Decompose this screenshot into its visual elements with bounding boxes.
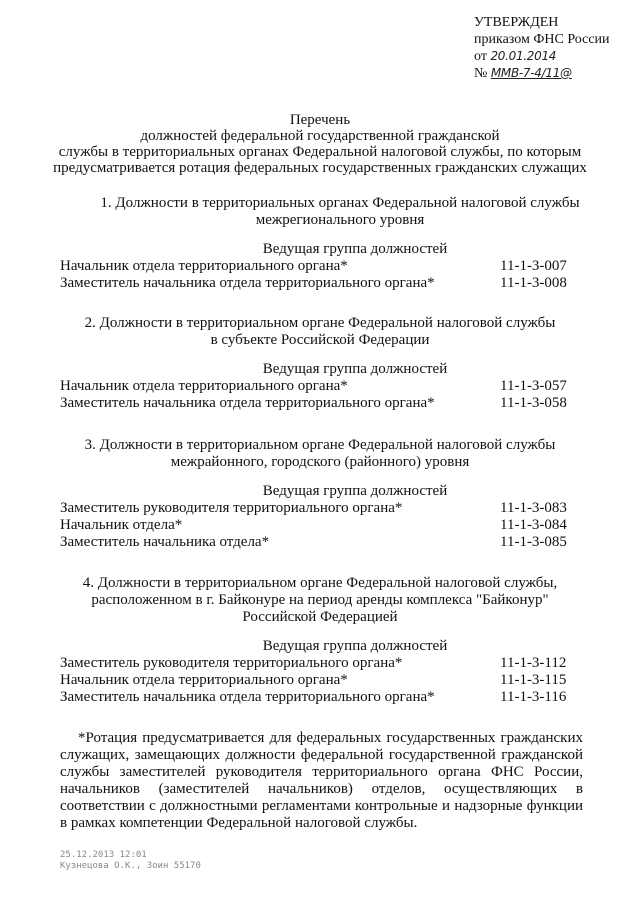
approval-number-line: [474, 65, 634, 82]
position-name: Заместитель начальника отдела*: [60, 534, 270, 550]
section-3: [60, 437, 580, 551]
position-code: 11-1-3-057: [500, 378, 567, 394]
table-row: [60, 395, 580, 412]
table-row: [60, 517, 580, 534]
stamp-author: Кузнецова О.К., Зоин 55170: [60, 861, 201, 871]
table-row: [60, 500, 580, 517]
position-code: 11-1-3-085: [500, 534, 567, 550]
section-heading: межрегионального уровня: [255, 212, 425, 228]
approval-date-prefix: от: [474, 49, 487, 64]
title-line-3: службы в территориальных органах Федеральной налоговой службы, по которым: [58, 144, 582, 160]
table-row: [60, 672, 580, 689]
position-code: 11-1-3-115: [500, 672, 567, 688]
approval-title: УТВЕРЖДЕН: [474, 15, 559, 30]
section-heading: 2. Должности в территориальном органе Федеральной налоговой службы: [84, 315, 556, 331]
group-heading: Ведущая группа должностей: [262, 483, 448, 499]
position-code: 11-1-3-084: [500, 517, 567, 533]
group-heading: Ведущая группа должностей: [262, 638, 448, 654]
position-name: Начальник отдела территориального органа*: [60, 672, 348, 688]
section-heading: расположенном в г. Байконуре на период аренды комплекса "Байконур": [91, 592, 549, 608]
section-heading: 3. Должности в территориальном органе Федеральной налоговой службы: [84, 437, 556, 453]
section-heading: 1. Должности в территориальных органах Федеральной налоговой службы: [100, 195, 580, 211]
table-row: [60, 534, 580, 551]
approval-block: [474, 14, 634, 82]
position-code: 11-1-3-007: [500, 258, 567, 274]
section-heading: в субъекте Российской Федерации: [210, 332, 430, 348]
table-row: [60, 258, 580, 275]
position-code: 11-1-3-112: [500, 655, 567, 671]
approval-date-line: [474, 48, 634, 65]
position-name: Заместитель начальника отдела территориального органа*: [60, 689, 435, 705]
position-code: 11-1-3-008: [500, 275, 567, 291]
position-name: Заместитель руководителя территориального органа*: [60, 655, 403, 671]
approval-order: приказом ФНС России: [474, 32, 610, 47]
stamp-date: 25.12.2013 12:01: [60, 850, 147, 860]
group-heading: Ведущая группа должностей: [262, 241, 448, 257]
position-name: Начальник отдела территориального органа*: [60, 258, 348, 274]
position-name: Начальник отдела*: [60, 517, 183, 533]
approval-number-prefix: №: [474, 66, 488, 81]
section-heading: Российской Федерацией: [242, 609, 398, 625]
position-code: 11-1-3-116: [500, 689, 567, 705]
approval-number: ММВ-7-4/11@: [490, 66, 572, 80]
footnote: *Ротация предусматривается для федеральных государственных гражданских служащих, замещающих должности федеральной государственной гражданской службы заместителей руководителя территориального органа ФНС России, начальников (заместителей начальников) отделов, осуществляющих в соответствии с должностными регламентами контрольные и надзорные функции в рамках компетенции Федеральной налоговой службы.: [60, 730, 583, 831]
title-line-1: Перечень: [289, 112, 351, 128]
document-title: [40, 112, 600, 176]
print-stamp: [60, 850, 201, 872]
title-line-2: должностей федеральной государственной гражданской: [140, 128, 500, 144]
group-heading: Ведущая группа должностей: [262, 361, 448, 377]
position-code: 11-1-3-058: [500, 395, 567, 411]
section-heading: межрайонного, городского (районного) уровня: [170, 454, 470, 470]
approval-date: 20.01.2014: [490, 49, 557, 63]
section-1: [60, 195, 580, 292]
title-line-4: предусматривается ротация федеральных государственных гражданских служащих: [53, 160, 587, 176]
section-4: [60, 575, 580, 706]
table-row: [60, 275, 580, 292]
position-name: Заместитель руководителя территориального органа*: [60, 500, 403, 516]
position-name: Заместитель начальника отдела территориального органа*: [60, 275, 435, 291]
position-code: 11-1-3-083: [500, 500, 567, 516]
table-row: [60, 378, 580, 395]
section-heading: 4. Должности в территориальном органе Федеральной налоговой службы,: [82, 575, 558, 591]
table-row: [60, 689, 580, 706]
position-name: Начальник отдела территориального органа*: [60, 378, 348, 394]
position-name: Заместитель начальника отдела территориального органа*: [60, 395, 435, 411]
section-2: [60, 315, 580, 412]
table-row: [60, 655, 580, 672]
